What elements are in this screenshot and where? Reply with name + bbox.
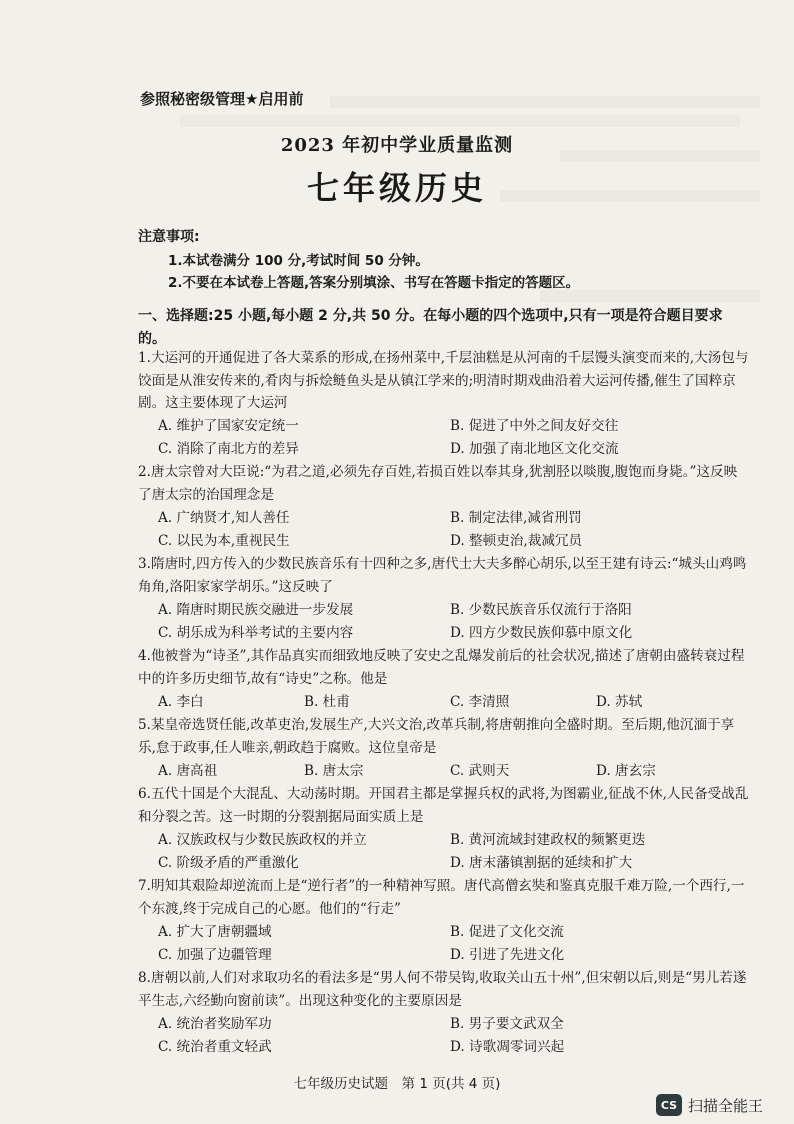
option: D. 诗歌凋零词兴起 — [450, 1039, 565, 1055]
option: B. 少数民族音乐仅流行于洛阳 — [450, 602, 632, 618]
option: A. 李白 — [158, 694, 204, 710]
option: A. 扩大了唐朝疆域 — [158, 924, 272, 940]
option: D. 整顿吏治,裁减冗员 — [450, 533, 583, 549]
option: B. 男子要文武双全 — [450, 1016, 564, 1032]
exam-title: 七年级历史 — [306, 169, 487, 207]
scanner-watermark — [656, 1094, 763, 1116]
question-stem: 8.唐朝以前,人们对求取功名的看法多是“男人何不带吴钩,收取关山五十州”,但宋朝以后,则是“男儿若遂平生志,六经勤向窗前读”。出现这种变化的主要原因是 — [138, 970, 747, 1009]
option: B. 促进了文化交流 — [450, 924, 564, 940]
option: B. 黄河流域封建政权的频繁更迭 — [450, 832, 646, 848]
question-stem: 7.明知其艰险却逆流而上是“逆行者”的一种精神写照。唐代高僧玄奘和鉴真克服千难万险,一个西行,一个东渡,终于完成自己的心愿。他们的“行走” — [138, 878, 745, 917]
question-stem: 3.隋唐时,四方传入的少数民族音乐有十四种之多,唐代士大夫多醉心胡乐,以至王建有诗云:“城头山鸡鸣角角,洛阳家家学胡乐。”这反映了 — [138, 556, 747, 595]
option: C. 武则天 — [450, 763, 510, 779]
option: A. 统治者奖励军功 — [158, 1016, 272, 1032]
option: C. 以民为本,重视民生 — [158, 533, 290, 549]
watermark-text: 扫描全能王 — [688, 1096, 764, 1115]
option: B. 促进了中外之间友好交往 — [450, 418, 619, 434]
option: D. 唐末藩镇割据的延续和扩大 — [450, 855, 633, 871]
option: C. 胡乐成为科举考试的主要内容 — [158, 625, 354, 641]
question-stem: 5.某皇帝选贤任能,改革吏治,发展生产,大兴文治,改革兵制,将唐朝推向全盛时期。至后期,他沉湎于享乐,怠于政事,任人唯亲,朝政趋于腐败。这位皇帝是 — [138, 717, 735, 756]
question-stem: 6.五代十国是个大混乱、大动荡时期。开国君主都是掌握兵权的武将,为图霸业,征战不休,人民备受战乱和分裂之苦。这一时期的分裂割据局面实质上是 — [138, 786, 749, 825]
notice-item: 2.不要在本试卷上答题,答案分别填涂、书写在答题卡指定的答题区。 — [168, 275, 580, 291]
option: D. 加强了南北地区文化交流 — [450, 441, 619, 457]
option: A. 汉族政权与少数民族政权的并立 — [158, 832, 367, 848]
option: C. 加强了边疆管理 — [158, 947, 272, 963]
option: C. 李清照 — [450, 694, 510, 710]
option: C. 统治者重文轻武 — [158, 1039, 272, 1055]
notice-item: 1.本试卷满分 100 分,考试时间 50 分钟。 — [168, 253, 429, 269]
question-stem: 4.他被誉为“诗圣”,其作品真实而细致地反映了安史之乱爆发前后的社会状况,描述了唐朝由盛转衰过程中的许多历史细节,故有“诗史”之称。他是 — [138, 648, 745, 687]
option: D. 引进了先进文化 — [450, 947, 565, 963]
option: A. 广纳贤才,知人善任 — [158, 510, 290, 526]
page-footer: 七年级历史试题 第 1 页(共 4 页) — [293, 1076, 501, 1092]
notice-heading: 注意事项: — [138, 229, 200, 245]
option: D. 唐玄宗 — [596, 763, 656, 779]
option: A. 维护了国家安定统一 — [158, 418, 299, 434]
option: B. 杜甫 — [304, 694, 350, 710]
camscanner-logo-icon: CS — [656, 1094, 682, 1116]
confidentiality-label: 参照秘密级管理★启用前 — [140, 90, 304, 108]
option: D. 苏轼 — [596, 694, 643, 710]
option: A. 唐高祖 — [158, 763, 218, 779]
option: C. 阶级矛盾的严重激化 — [158, 855, 299, 871]
question-stem: 1.大运河的开通促进了各大菜系的形成,在扬州菜中,千层油糕是从河南的千层馒头演变而来的,大汤包与饺面是从淮安传来的,肴肉与拆烩鲢鱼头是从镇江学来的;明清时期戏曲沿着大运河传播,催生了国粹京剧。这主要体现了大运河 — [138, 350, 749, 412]
exam-subtitle: 2023 年初中学业质量监测 — [280, 135, 514, 156]
option: B. 唐太宗 — [304, 763, 364, 779]
question-stem: 2.唐太宗曾对大臣说:“为君之道,必须先存百姓,若损百姓以奉其身,犹割胫以啖腹,腹饱而身毙。”这反映了唐太宗的治国理念是 — [138, 464, 738, 503]
option: A. 隋唐时期民族交融进一步发展 — [158, 602, 354, 618]
option: C. 消除了南北方的差异 — [158, 441, 299, 457]
option: D. 四方少数民族仰慕中原文化 — [450, 625, 633, 641]
section-heading: 一、选择题:25 小题,每小题 2 分,共 50 分。在每小题的四个选项中,只有一项是符合题目要求的。 — [138, 308, 723, 347]
option: B. 制定法律,减省刑罚 — [450, 510, 582, 526]
